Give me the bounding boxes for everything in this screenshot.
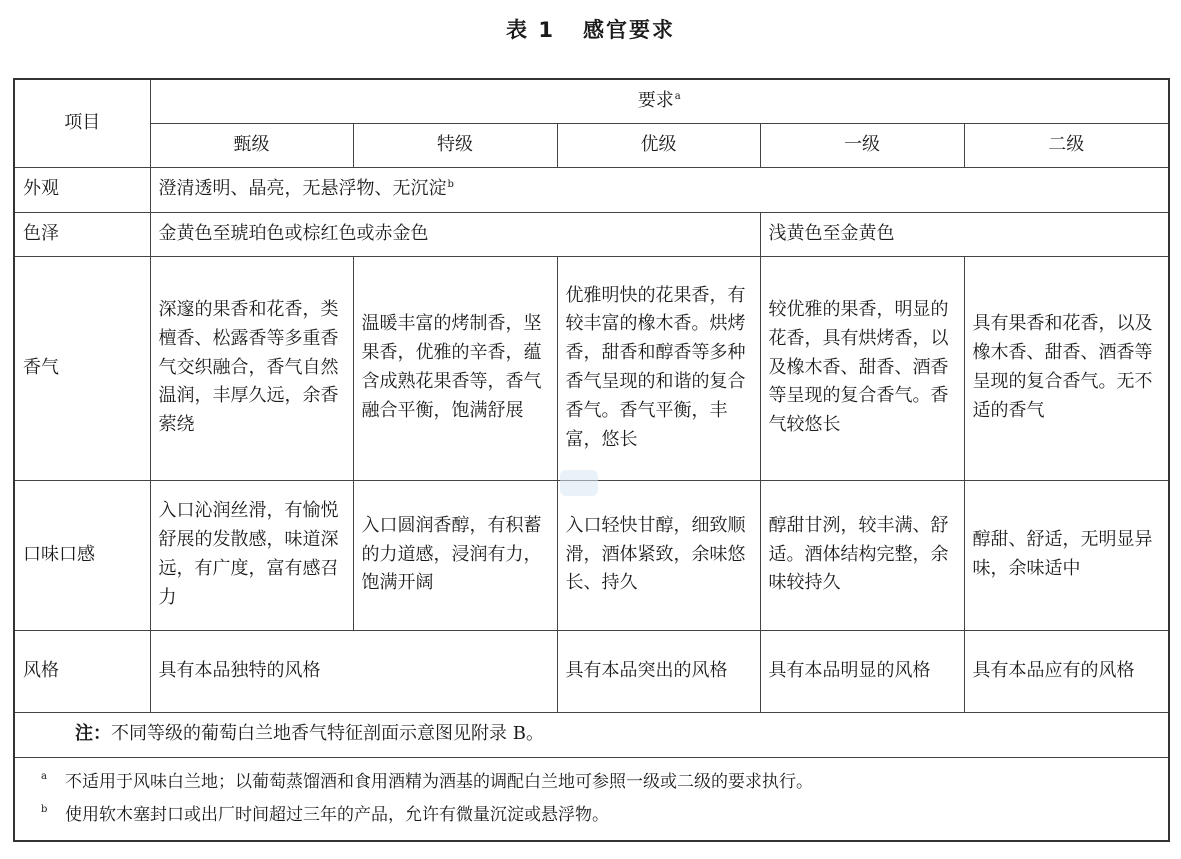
taste-value: 入口轻快甘醇，细致顺滑，酒体紧致，余味悠长、持久	[557, 480, 760, 630]
grade-header: 特级	[353, 123, 557, 167]
grade-header: 一级	[760, 123, 964, 167]
grade-header: 甄级	[150, 123, 353, 167]
style-value-top: 具有本品独特的风格	[150, 630, 557, 712]
grade-header: 二级	[964, 123, 1169, 167]
watermark-icon	[560, 470, 598, 496]
color-value-low: 浅黄色至金黄色	[760, 212, 1169, 256]
aroma-value: 较优雅的果香，明显的花香，具有烘烤香，以及橡木香、甜香、酒香等呈现的复合香气。香气较悠长	[760, 256, 964, 480]
color-value-high: 金黄色至琥珀色或棕红色或赤金色	[150, 212, 760, 256]
footnote-ref-a: a	[674, 90, 681, 102]
table-name: 感官要求	[582, 18, 675, 42]
style-value: 具有本品明显的风格	[760, 630, 964, 712]
table-number: 表 1	[506, 18, 555, 42]
style-value: 具有本品突出的风格	[557, 630, 760, 712]
style-value: 具有本品应有的风格	[964, 630, 1169, 712]
taste-value: 醇甜、舒适，无明显异味，余味适中	[964, 480, 1169, 630]
table-title	[0, 14, 1181, 44]
aroma-value: 深邃的果香和花香，类檀香、松露香等多重香气交织融合，香气自然温润，丰厚久远，余香萦绕	[150, 256, 353, 480]
taste-value: 入口圆润香醇，有积蓄的力道感，浸润有力，饱满开阔	[353, 480, 557, 630]
header-row-1	[14, 79, 1169, 123]
footnote-ref-b: b	[447, 179, 454, 191]
note-label: 注：	[75, 723, 111, 745]
row-label: 风格	[14, 630, 150, 712]
aroma-value: 具有果香和花香，以及橡木香、甜香、酒香等呈现的复合香气。无不适的香气	[964, 256, 1169, 480]
row-appearance	[14, 167, 1169, 212]
row-taste	[14, 480, 1169, 630]
row-style	[14, 630, 1169, 712]
taste-value: 入口沁润丝滑，有愉悦舒展的发散感，味道深远，有广度，富有感召力	[150, 480, 353, 630]
row-note	[14, 712, 1169, 757]
footnotes	[14, 757, 1169, 841]
taste-value: 醇甜甘洌，较丰满、舒适。酒体结构完整，余味较持久	[760, 480, 964, 630]
row-footnotes	[14, 757, 1169, 841]
aroma-value: 温暖丰富的烤制香，坚果香，优雅的辛香，蕴含成熟花果香等，香气融合平衡，饱满舒展	[353, 256, 557, 480]
note	[14, 712, 1169, 757]
footnote-text: 使用软木塞封口或出厂时间超过三年的产品，允许有微量沉淀或悬浮物。	[65, 804, 609, 825]
header-row-2	[14, 123, 1169, 167]
row-color	[14, 212, 1169, 256]
sensory-requirements-table	[13, 78, 1170, 842]
row-label: 口味口感	[14, 480, 150, 630]
row-label: 香气	[14, 256, 150, 480]
footnote-mark: a	[41, 770, 47, 782]
header-requirement: 要求$^a$	[150, 79, 1169, 123]
footnote-mark: b	[41, 803, 48, 815]
header-item: 项目	[14, 79, 150, 167]
footnote-a	[41, 766, 1160, 799]
appearance-value: 澄清透明、晶亮，无悬浮物、无沉淀$^b$	[150, 167, 1169, 212]
grade-header: 优级	[557, 123, 760, 167]
footnote-b	[41, 799, 1160, 832]
footnote-text: 不适用于风味白兰地；以葡萄蒸馏酒和食用酒精为酒基的调配白兰地可参照一级或二级的要求执行。	[65, 771, 813, 792]
aroma-value: 优雅明快的花果香，有较丰富的橡木香。烘烤香，甜香和醇香等多种香气呈现的和谐的复合香气。香气平衡，丰富，悠长	[557, 256, 760, 480]
row-aroma	[14, 256, 1169, 480]
row-label: 色泽	[14, 212, 150, 256]
row-label: 外观	[14, 167, 150, 212]
note-text: 不同等级的葡萄白兰地香气特征剖面示意图见附录 B。	[111, 723, 544, 745]
